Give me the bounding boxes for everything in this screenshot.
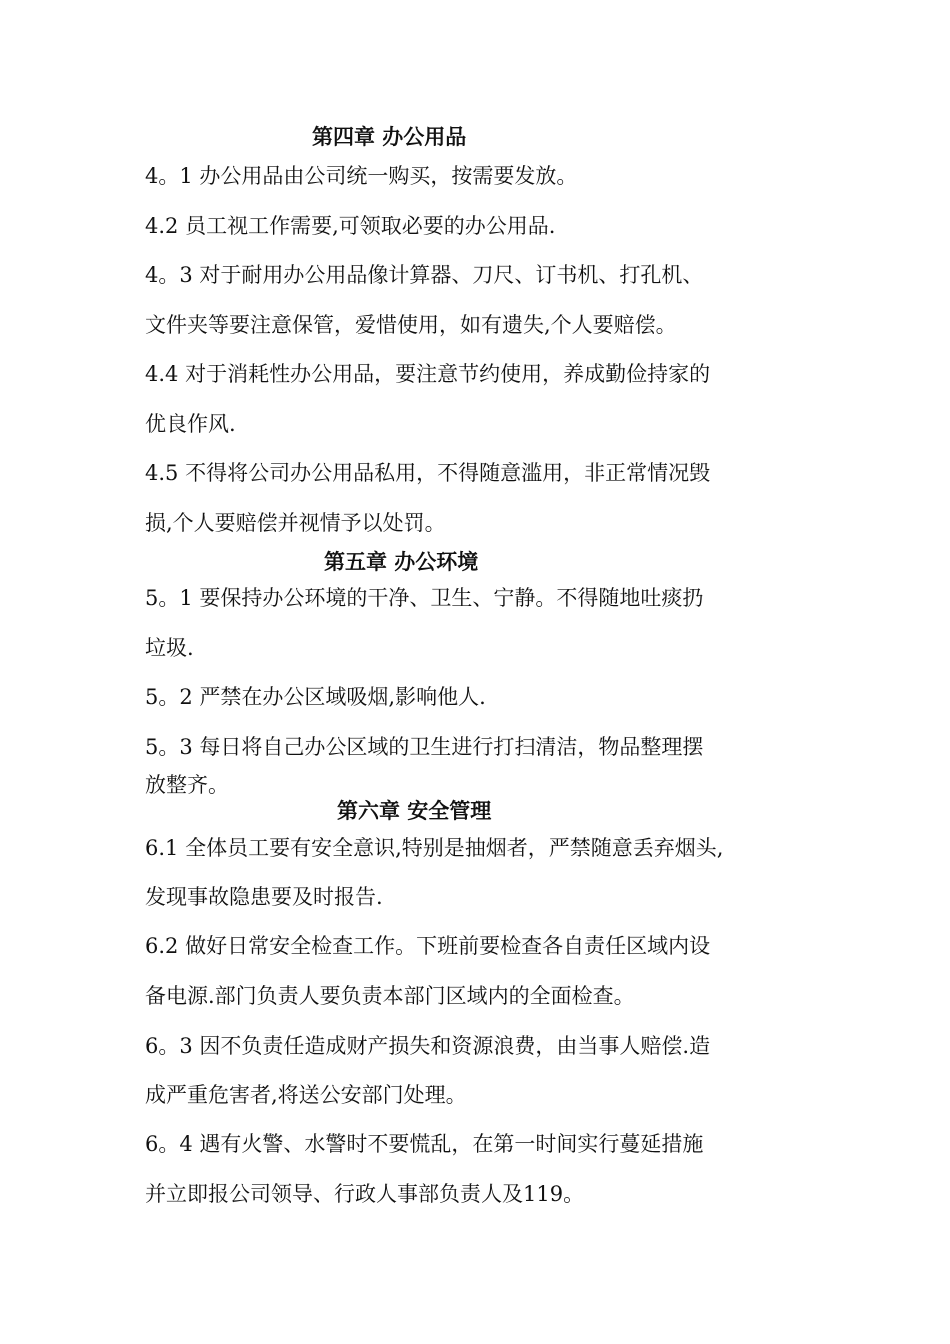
paragraph-line: 6.1 全体员工要有安全意识,特别是抽烟者，严禁随意丢弃烟头, [145, 836, 724, 860]
chapter-6-title: 第六章 安全管理 [337, 798, 492, 823]
paragraph-line: 6。3 因不负责任造成财产损失和资源浪费，由当事人赔偿.造 [145, 1034, 711, 1058]
paragraph-line: 损,个人要赔偿并视情予以处罚。 [145, 511, 446, 535]
paragraph-line: 4。1 办公用品由公司统一购买，按需要发放。 [145, 164, 578, 188]
paragraph-line: 发现事故隐患要及时报告. [145, 885, 383, 909]
paragraph-line: 4.5 不得将公司办公用品私用，不得随意滥用，非正常情况毁 [145, 461, 711, 485]
chapter-5-title: 第五章 办公环境 [324, 549, 479, 574]
paragraph-line: 4。3 对于耐用办公用品像计算器、刀尺、订书机、打孔机、 [145, 263, 704, 287]
paragraph-line: 4.2 员工视工作需要,可领取必要的办公用品. [145, 214, 556, 238]
paragraph-line: 6.2 做好日常安全检查工作。下班前要检查各自责任区域内设 [145, 934, 711, 958]
paragraph-line: 4.4 对于消耗性办公用品，要注意节约使用，养成勤俭持家的 [145, 362, 711, 386]
paragraph-line: 并立即报公司领导、行政人事部负责人及119。 [145, 1182, 585, 1206]
paragraph-line: 文件夹等要注意保管，爱惜使用，如有遗失,个人要赔偿。 [145, 313, 677, 337]
paragraph-line: 5。1 要保持办公环境的干净、卫生、宁静。不得随地吐痰扔 [145, 586, 704, 610]
paragraph-line: 5。3 每日将自己办公区域的卫生进行打扫清洁，物品整理摆 [145, 735, 704, 759]
paragraph-line: 6。4 遇有火警、水警时不要慌乱，在第一时间实行蔓延措施 [145, 1132, 704, 1156]
paragraph-line: 5。2 严禁在办公区域吸烟,影响他人. [145, 685, 486, 709]
paragraph-line: 优良作风. [145, 412, 236, 436]
paragraph-line: 放整齐。 [145, 773, 229, 797]
paragraph-line: 垃圾. [145, 636, 194, 660]
paragraph-line: 备电源.部门负责人要负责本部门区域内的全面检查。 [145, 984, 635, 1008]
chapter-4-title: 第四章 办公用品 [312, 124, 467, 149]
paragraph-line: 成严重危害者,将送公安部门处理。 [145, 1083, 467, 1107]
